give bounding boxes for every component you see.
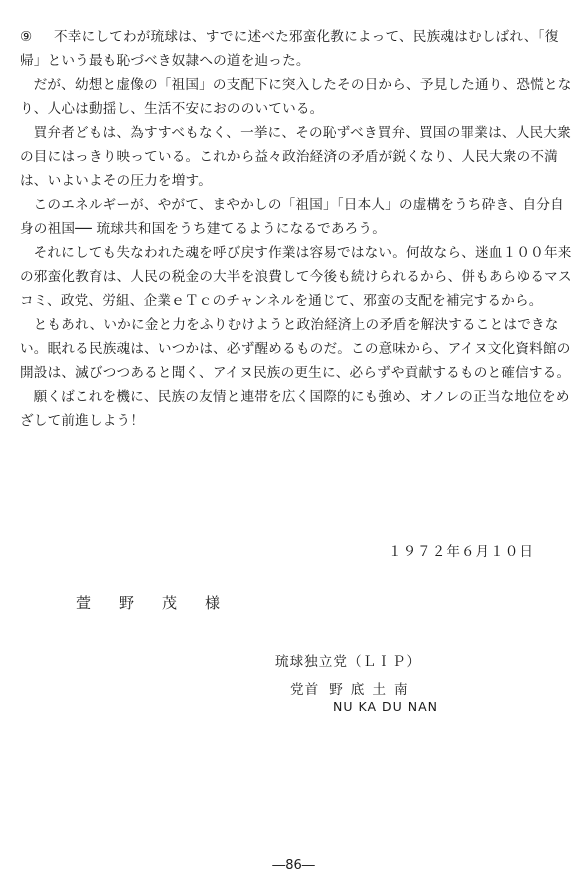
item-marker: ⑨ (20, 29, 33, 45)
letter-date: １９７２年６月１０日 (388, 544, 534, 560)
sender-signature (290, 678, 416, 698)
paragraph-5 (20, 241, 575, 313)
sender-title: 党首 (290, 682, 320, 698)
paragraph-text: 願くばこれを機に、民族の友情と連帯を広く国際的にも強め、オノレの正当な地位をめざして前進しよう！ (20, 389, 570, 429)
letter-body (20, 25, 575, 433)
addressee (76, 592, 248, 613)
addressee-honorific: 様 (205, 594, 223, 612)
sender-romaji: NU KA DU NAN (333, 699, 438, 714)
sender-name: 野底土南 (329, 682, 416, 698)
paragraph-1 (20, 25, 575, 73)
paragraph-3 (20, 121, 575, 193)
paragraph-4 (20, 193, 575, 241)
addressee-char: 萱 (76, 594, 94, 612)
paragraph-2 (20, 73, 575, 121)
addressee-char: 茂 (162, 594, 180, 612)
page-number: ―86― (272, 858, 315, 873)
paragraph-text: このエネルギーが、やがて、まやかしの「祖国」「日本人」の虚構をうち砕き、自分自身の祖国── 琉球共和国をうち建てるようになるであろう。 (20, 197, 564, 237)
paragraph-text: それにしても失なわれた魂を呼び戻す作業は容易ではない。何故なら、迷血１００年来の邪蛮化教育は、人民の税金の大半を浪費して今後も続けられるから、併もあらゆるマスコミ、政党、労組、企業ｅＴｃのチャンネルを通じて、邪蛮の支配を補完するから。 (20, 245, 572, 309)
paragraph-6 (20, 313, 575, 385)
paragraph-7 (20, 385, 575, 433)
addressee-char: 野 (119, 594, 137, 612)
paragraph-text: だが、幼想と虚像の「祖国」の支配下に突入したその日から、予見した通り、恐慌となり、人心は動揺し、生活不安におののいている。 (20, 77, 572, 117)
paragraph-text: 不幸にしてわが琉球は、すでに述べた邪蛮化教によって、民族魂はむしばれ、「復帰」という最も恥づべき奴隷への道を辿った。 (20, 29, 559, 69)
paragraph-text: 買弁者どもは、為すすべもなく、一挙に、その恥ずべき買弁、買国の罪業は、人民大衆の目にはっきり映っている。これから益々政治経済の矛盾が鋭くなり、人民大衆の不満は、いよいよその圧力を増す。 (20, 125, 571, 189)
sender-party: 琉球独立党（ＬＩＰ） (275, 654, 421, 670)
paragraph-text: ともあれ、いかに金と力をふりむけようと政治経済上の矛盾を解決することはできない。眠れる民族魂は、いつかは、必ず醒めるものだ。この意味から、アイヌ文化資料館の開設は、滅びつつあると聞く、アイヌ民族の更生に、必らずや貢献するものと確信する。 (20, 317, 571, 381)
